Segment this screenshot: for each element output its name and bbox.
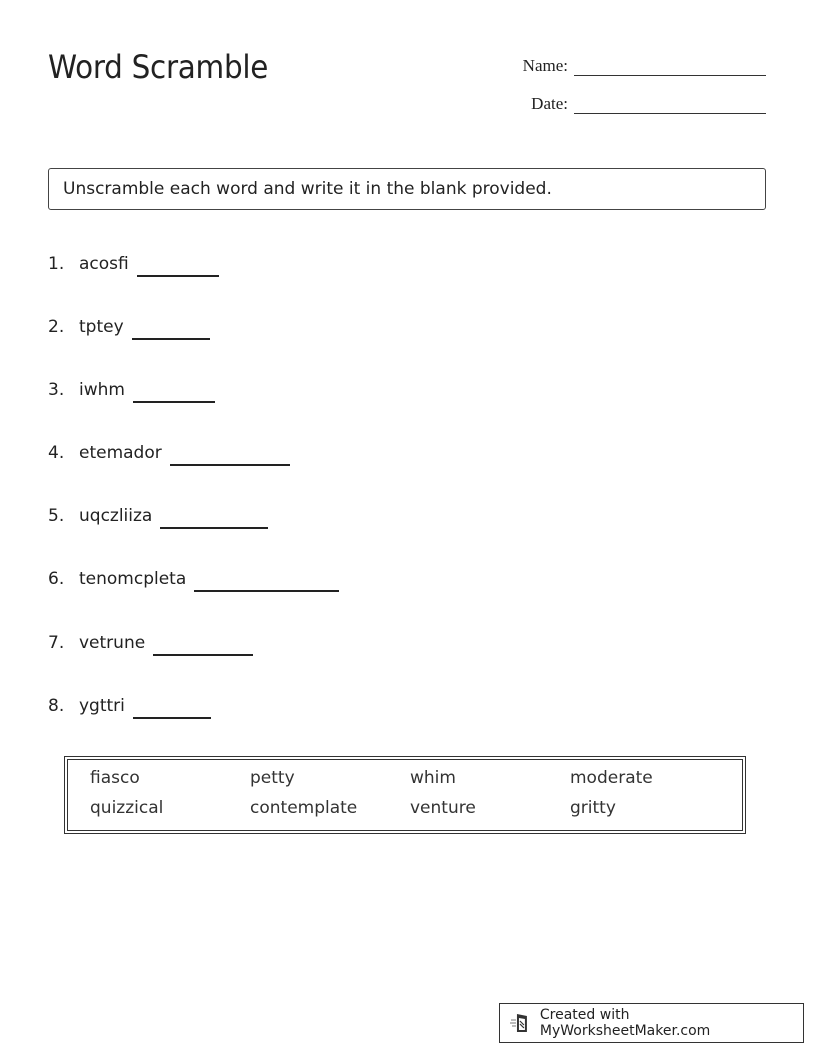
footer-badge xyxy=(499,1003,804,1043)
scrambled-word: tptey xyxy=(79,317,124,337)
worksheet-logo-icon xyxy=(510,1012,532,1034)
scramble-item xyxy=(48,317,210,337)
item-number: 7. xyxy=(48,633,65,653)
scramble-item xyxy=(48,633,253,653)
scramble-item xyxy=(48,254,219,274)
word-bank-entry: whim xyxy=(410,768,456,788)
scrambled-word: vetrune xyxy=(79,633,146,653)
page-title: Word Scramble xyxy=(48,48,269,86)
word-bank-entry: petty xyxy=(250,768,295,788)
scramble-item xyxy=(48,506,268,526)
answer-blank[interactable] xyxy=(194,589,339,592)
word-bank-entry: contemplate xyxy=(250,798,358,818)
scrambled-word: etemador xyxy=(79,443,162,463)
word-bank-entry: gritty xyxy=(570,798,616,818)
scrambled-word: uqczliiza xyxy=(79,506,153,526)
name-field xyxy=(508,56,766,76)
item-number: 1. xyxy=(48,254,65,274)
item-number: 6. xyxy=(48,569,65,589)
item-number: 4. xyxy=(48,443,65,463)
word-bank-entry: quizzical xyxy=(90,798,164,818)
answer-blank[interactable] xyxy=(133,400,215,403)
word-bank-entry: venture xyxy=(410,798,476,818)
instructions-box: Unscramble each word and write it in the blank provided. xyxy=(48,168,766,210)
scramble-item xyxy=(48,443,290,463)
item-number: 8. xyxy=(48,696,65,716)
scrambled-word: acosfi xyxy=(79,254,129,274)
item-number: 5. xyxy=(48,506,65,526)
word-bank-grid xyxy=(90,768,730,818)
word-bank-entry: moderate xyxy=(570,768,653,788)
scramble-item xyxy=(48,569,339,589)
date-line xyxy=(574,95,766,114)
word-bank-entry: fiasco xyxy=(90,768,140,788)
scrambled-word: tenomcpleta xyxy=(79,569,187,589)
answer-blank[interactable] xyxy=(132,337,210,340)
scramble-item xyxy=(48,380,215,400)
footer-text: Created with MyWorksheetMaker.com xyxy=(539,1007,711,1039)
answer-blank[interactable] xyxy=(137,274,219,277)
name-label: Name: xyxy=(522,56,568,75)
name-line xyxy=(574,57,766,76)
item-number: 3. xyxy=(48,380,65,400)
answer-blank[interactable] xyxy=(153,653,253,656)
answer-blank[interactable] xyxy=(133,716,211,719)
answer-blank[interactable] xyxy=(160,526,268,529)
date-field xyxy=(508,94,766,114)
date-label: Date: xyxy=(531,94,568,113)
scramble-item xyxy=(48,696,211,716)
answer-blank[interactable] xyxy=(170,463,290,466)
scrambled-word: iwhm xyxy=(79,380,125,400)
word-bank xyxy=(64,756,746,834)
item-number: 2. xyxy=(48,317,65,337)
scrambled-word: ygttri xyxy=(79,696,125,716)
